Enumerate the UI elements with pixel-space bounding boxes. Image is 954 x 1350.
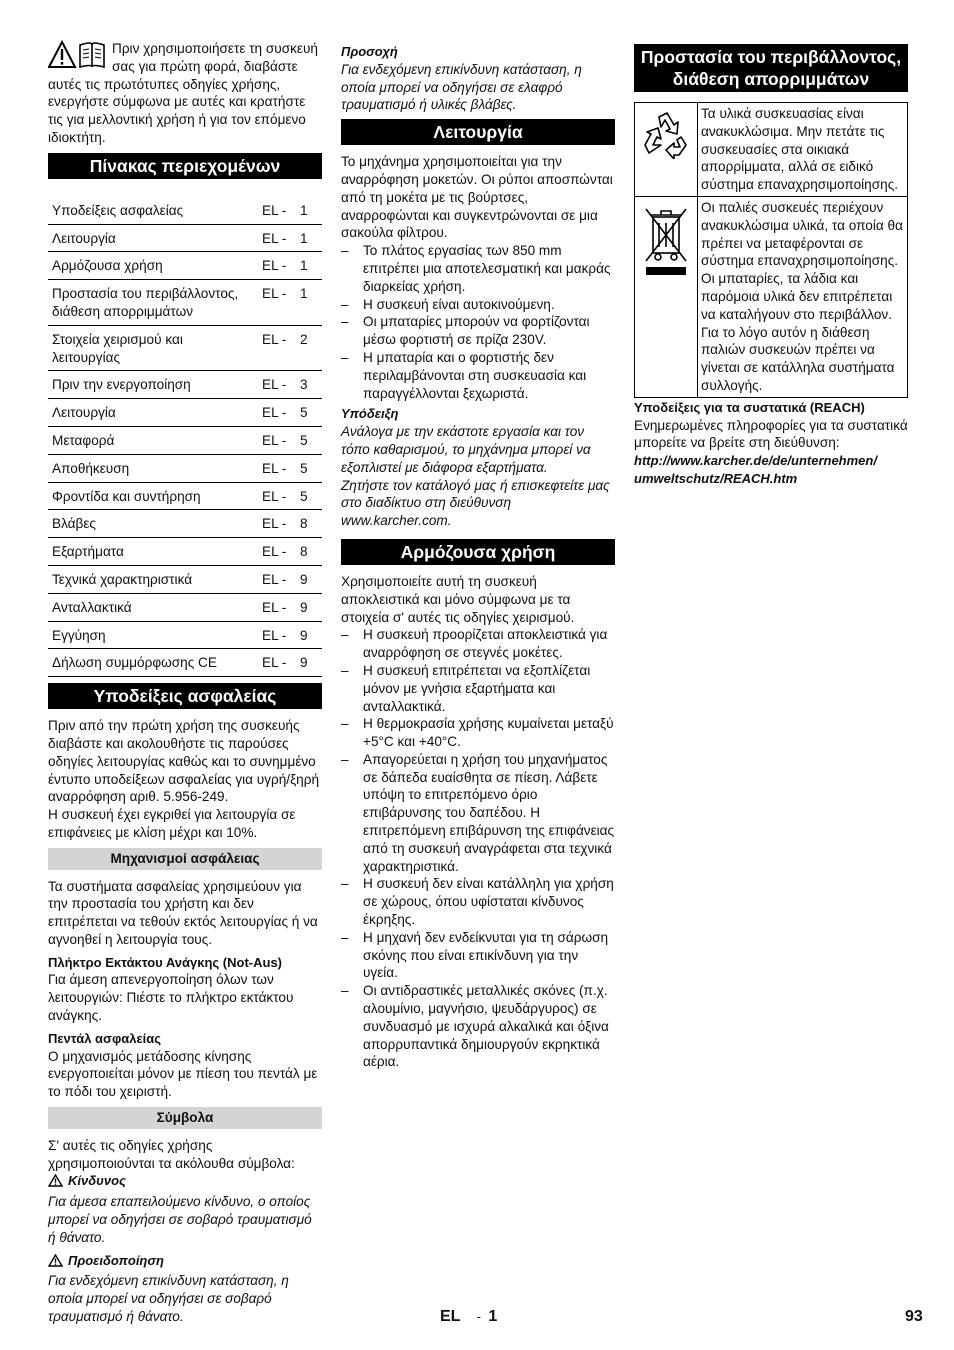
toc-ref: EL - xyxy=(258,538,300,566)
list-item: – Η συσκευή είναι αυτοκινούμενη. xyxy=(341,296,615,314)
toc-title: Εγγύηση xyxy=(48,621,258,649)
intro-text: Πριν χρησιμοποιήσετε τη συσκευή σας για πρώτη φορά, διαβάστε αυτές τις πρωτότυπες οδηγίες χρήσης, ενεργήστε σύμφωνα με αυτές και κρατήστε τις για μελλοντική χρήση ή για τον επόμενο ιδιοκτήτη. xyxy=(48,41,318,145)
safety-paragraph-2: Η συσκευή έχει εγκριθεί για λειτουργία σε επιφάνειες με κλίση μέχρι και 10%. xyxy=(48,807,296,840)
safety-pedal-paragraph: Ο μηχανισμός μετάδοσης κίνησης ενεργοποιείται μόνον με πίεση του πεντάλ με το πόδι του χειριστή. xyxy=(48,1048,318,1100)
toc-title: Τεχνικά χαρακτηριστικά xyxy=(48,565,258,593)
list-item: – Η θερμοκρασία χρήσης κυμαίνεται μεταξύ +5°C και +40°C. xyxy=(341,715,615,751)
toc-table xyxy=(48,197,322,677)
toc-row xyxy=(48,197,322,224)
toc-title: Βλάβες xyxy=(48,510,258,538)
toc-ref: EL - xyxy=(258,426,300,454)
toc-ref: EL - xyxy=(258,371,300,399)
toc-ref: EL - xyxy=(258,224,300,252)
toc-row xyxy=(48,482,322,510)
toc-title: Ανταλλακτικά xyxy=(48,593,258,621)
toc-row xyxy=(48,454,322,482)
toc-ref: EL - xyxy=(258,565,300,593)
toc-page: 3 xyxy=(300,371,322,399)
note-label: Υπόδειξη xyxy=(341,406,399,422)
toc-title: Φροντίδα και συντήρηση xyxy=(48,482,258,510)
danger-label-line xyxy=(48,1172,322,1190)
toc-page: 5 xyxy=(300,399,322,427)
caution-paragraph: Για ενδεχόμενη επικίνδυνη κατάσταση, η οποία μπορεί να οδηγήσει σε ελαφρό τραυματισμό ή υλικές βλάβες. xyxy=(341,61,582,113)
list-item: – Το πλάτος εργασίας των 850 mm επιτρέπει μια αποτελεσματική και μακράς διαρκείας χρήση. xyxy=(341,242,615,295)
footer-sub-page: 1 xyxy=(488,1308,498,1325)
safety-pedal-heading: Πεντάλ ασφαλείας xyxy=(48,1030,162,1046)
toc-row xyxy=(48,399,322,427)
toc-row xyxy=(48,371,322,399)
toc-page: 5 xyxy=(300,454,322,482)
list-item: – Η συσκευή προορίζεται αποκλειστικά για αναρρόφηση σε στεγνές μοκέτες. xyxy=(341,626,615,662)
emergency-stop-paragraph: Για άμεση απενεργοποίηση όλων των λειτουργιών: Πιέστε το πλήκτρο εκτάκτου ανάγκης. xyxy=(48,972,294,1024)
toc-ref: EL - xyxy=(258,621,300,649)
footer-section-label xyxy=(440,1308,497,1326)
toc-ref: EL - xyxy=(258,649,300,677)
recycling-icon xyxy=(641,109,691,159)
intro-block xyxy=(48,40,322,147)
toc-ref: EL - xyxy=(258,280,300,326)
toc-row xyxy=(48,593,322,621)
footer-section: EL xyxy=(440,1308,461,1325)
toc-title: Πριν την ενεργοποίηση xyxy=(48,371,258,399)
toc-ref: EL - xyxy=(258,399,300,427)
emergency-stop-heading: Πλήκτρο Εκτάκτου Ανάγκης (Not-Aus) xyxy=(48,954,283,970)
toc-page: 9 xyxy=(300,593,322,621)
warning-paragraph: Για ενδεχόμενη επικίνδυνη κατάσταση, η οποία μπορεί να οδηγήσει σε σοβαρό τραυματισμό ή θάνατο. xyxy=(48,1273,289,1325)
reach-heading: Υποδείξεις για τα συστατικά (REACH) xyxy=(634,399,865,415)
toc-ref: EL - xyxy=(258,593,300,621)
warning-label: Προειδοποίηση xyxy=(68,1252,164,1268)
environment-row xyxy=(635,103,908,197)
toc-page: 1 xyxy=(300,252,322,280)
list-item: – Απαγορεύεται η χρήση του μηχανήματος σε δάπεδα ευαίσθητα σε πίεση. Λάβετε υπόψη το επιτρεπόμενο όριο επιβάρυνσης του δαπέδου. Η επιτρεπόμενη επιβάρυνση της επιφάνειας από τη συσκευή αναγράφεται στα τεχνικά χαρακτηριστικά. xyxy=(341,751,615,876)
toc-title: Λειτουργία xyxy=(48,399,258,427)
warning-triangle-icon xyxy=(48,1174,63,1187)
safety-mechanisms-paragraph: Τα συστήματα ασφαλείας χρησιμεύουν για την προστασία του χρήστη και δεν επιτρέπεται να τεθούν εκτός λειτουργίας ή να αγνοηθεί η λειτουργία τους. xyxy=(48,878,318,947)
toc-page: 5 xyxy=(300,426,322,454)
reach-paragraph: Ενημερωμένες πληροφορίες για τα συστατικά μπορείτε να βρείτε στη διεύθυνση: xyxy=(634,417,908,451)
toc-ref: EL - xyxy=(258,252,300,280)
intended-use-list xyxy=(341,626,615,1071)
warning-manual-icon xyxy=(48,40,108,70)
note-paragraph-1: Ανάλογα με την εκάστοτε εργασία και τον τόπο καθαρισμού, το μηχάνημα μπορεί να εξοπλιστεί με διάφορα εξαρτήματα. xyxy=(341,424,591,475)
crossed-bin-icon xyxy=(641,203,691,279)
warning-label-line xyxy=(48,1252,322,1270)
danger-paragraph: Για άμεσα επαπειλούμενο κίνδυνο, ο οποίος μπορεί να οδηγήσει σε σοβαρό τραυματισμό ή θάνατο. xyxy=(48,1194,312,1245)
toc-page: 1 xyxy=(300,197,322,224)
list-item: – Η συσκευή δεν είναι κατάλληλη για χρήση σε χώρους, όπου υφίσταται κίνδυνος έκρηξης. xyxy=(341,875,615,928)
operation-heading: Λειτουργία xyxy=(341,119,615,145)
safety-mechanisms-heading: Μηχανισμοί ασφάλειας xyxy=(48,848,322,870)
toc-title: Αρμόζουσα χρήση xyxy=(48,252,258,280)
toc-title: Αποθήκευση xyxy=(48,454,258,482)
warning-and-manual-icons xyxy=(48,40,108,75)
operation-paragraph: Το μηχάνημα χρησιμοποιείται για την αναρρόφηση μοκετών. Οι ρύποι αποσπώνται από τη μοκέτα με τις βούρτσες, αναρροφώνται και συγκεντρώνονται σε μια σακούλα φίλτρου. xyxy=(341,154,613,241)
environment-table xyxy=(634,102,908,398)
column-right xyxy=(634,44,908,488)
note-paragraph-2: Ζητήστε τον κατάλογό μας ή επισκεφτείτε μας στο διαδίκτυο στη διεύθυνση www.karcher.com. xyxy=(341,477,610,529)
toc-row xyxy=(48,224,322,252)
footer-dash: - xyxy=(476,1309,481,1324)
symbols-heading: Σύμβολα xyxy=(48,1107,322,1129)
safety-heading: Υποδείξεις ασφαλείας xyxy=(48,683,322,709)
toc-page: 9 xyxy=(300,649,322,677)
toc-row xyxy=(48,510,322,538)
toc-page: 8 xyxy=(300,510,322,538)
toc-title: Λειτουργία xyxy=(48,224,258,252)
reach-link-line-1[interactable]: http://www.karcher.de/de/unternehmen/ xyxy=(634,453,877,469)
reach-link-line-2[interactable]: umweltschutz/REACH.htm xyxy=(634,470,798,486)
toc-page: 1 xyxy=(300,280,322,326)
toc-page: 2 xyxy=(300,325,322,371)
toc-title: Εξαρτήματα xyxy=(48,538,258,566)
toc-page: 5 xyxy=(300,482,322,510)
toc-row xyxy=(48,325,322,371)
toc-title: Δήλωση συμμόρφωσης CE xyxy=(48,649,258,677)
toc-ref: EL - xyxy=(258,325,300,371)
intended-use-paragraph: Χρησιμοποιείτε αυτή τη συσκευή αποκλειστικά και μόνο σύμφωνα με τα στοιχεία σ' αυτές τις οδηγίες χειρισμού. xyxy=(341,573,575,625)
safety-paragraph-1: Πριν από την πρώτη χρήση της συσκευής διαβάστε και ακολουθήστε τις παρούσες οδηγίες λειτουργίας καθώς και το συνημμένο έντυπο υποδείξεων ασφαλείας για υγρή/ξηρή αναρρόφηση αριθ. 5.956-249. xyxy=(48,718,320,805)
symbols-paragraph: Σ' αυτές τις οδηγίες χρήσης χρησιμοποιούνται τα ακόλουθα σύμβολα: xyxy=(48,1137,295,1171)
toc-heading: Πίνακας περιεχομένων xyxy=(48,153,322,179)
toc-ref: EL - xyxy=(258,197,300,224)
list-item: – Η μηχανή δεν ενδείκνυται για τη σάρωση σκόνης που είναι επικίνδυνη για την υγεία. xyxy=(341,929,615,982)
list-item: – Οι αντιδραστικές μεταλλικές σκόνες (π.χ. αλουμίνιο, μαγνήσιο, ψευδάργυρος) σε συνδυασμό με ισχυρά αλκαλικά και όξινα απορρυπαντικά δημιουργούν εκρηκτικά αέρια. xyxy=(341,982,615,1071)
danger-label: Κίνδυνος xyxy=(68,1173,126,1189)
toc-page: 9 xyxy=(300,565,322,593)
environment-text-packaging: Τα υλικά συσκευασίας είναι ανακυκλώσιμα. Μην πετάτε τις συσκευασίες στα οικιακά απορρίμματα, αλλά σε ειδικό σύστημα επαναχρησιμοποίησης. xyxy=(698,103,908,197)
operation-list xyxy=(341,242,615,402)
toc-row xyxy=(48,426,322,454)
caution-label: Προσοχή xyxy=(341,44,398,59)
warning-triangle-icon xyxy=(48,1254,63,1267)
toc-row xyxy=(48,280,322,326)
toc-page: 8 xyxy=(300,538,322,566)
environment-heading: Προστασία του περιβάλλοντος, διάθεση απορριμμάτων xyxy=(634,44,908,92)
environment-row xyxy=(635,196,908,397)
environment-text-old-devices: Οι παλιές συσκευές περιέχουν ανακυκλώσιμα υλικά, τα οποία θα πρέπει να μεταφέρονται σε σύστημα επαναχρησιμοποίησης. Οι μπαταρίες, τα λάδια και παρόμοια υλικά δεν επιτρέπεται να καταλήγουν στο περιβάλλον. Για το λόγο αυτόν η διάθεση παλιών συσκευών πρέπει να γίνεται σε κατάλληλα συστήματα συλλογής. xyxy=(698,196,908,397)
toc-ref: EL - xyxy=(258,510,300,538)
toc-row xyxy=(48,649,322,677)
list-item: – Οι μπαταρίες μπορούν να φορτίζονται μέσω φορτιστή σε πρίζα 230V. xyxy=(341,313,615,349)
toc-page: 9 xyxy=(300,621,322,649)
toc-row xyxy=(48,252,322,280)
toc-ref: EL - xyxy=(258,482,300,510)
column-middle xyxy=(341,40,615,1071)
toc-title: Μεταφορά xyxy=(48,426,258,454)
column-left xyxy=(48,40,322,1326)
toc-page: 1 xyxy=(300,224,322,252)
list-item: – Η συσκευή επιτρέπεται να εξοπλίζεται μόνον με γνήσια εξαρτήματα και ανταλλακτικά. xyxy=(341,662,615,715)
toc-title: Υποδείξεις ασφαλείας xyxy=(48,197,258,224)
intended-use-heading: Αρμόζουσα χρήση xyxy=(341,539,615,565)
toc-row xyxy=(48,538,322,566)
list-item: – Η μπαταρία και ο φορτιστής δεν περιλαμβάνονται στη συσκευασία και παραγγέλλονται ξεχωριστά. xyxy=(341,349,615,402)
toc-ref: EL - xyxy=(258,454,300,482)
toc-row xyxy=(48,565,322,593)
toc-title: Στοιχεία χειρισμού και λειτουργίας xyxy=(48,325,258,371)
footer-page-number: 93 xyxy=(905,1308,923,1325)
toc-title: Προστασία του περιβάλλοντος, διάθεση απορριμμάτων xyxy=(48,280,258,326)
toc-row xyxy=(48,621,322,649)
